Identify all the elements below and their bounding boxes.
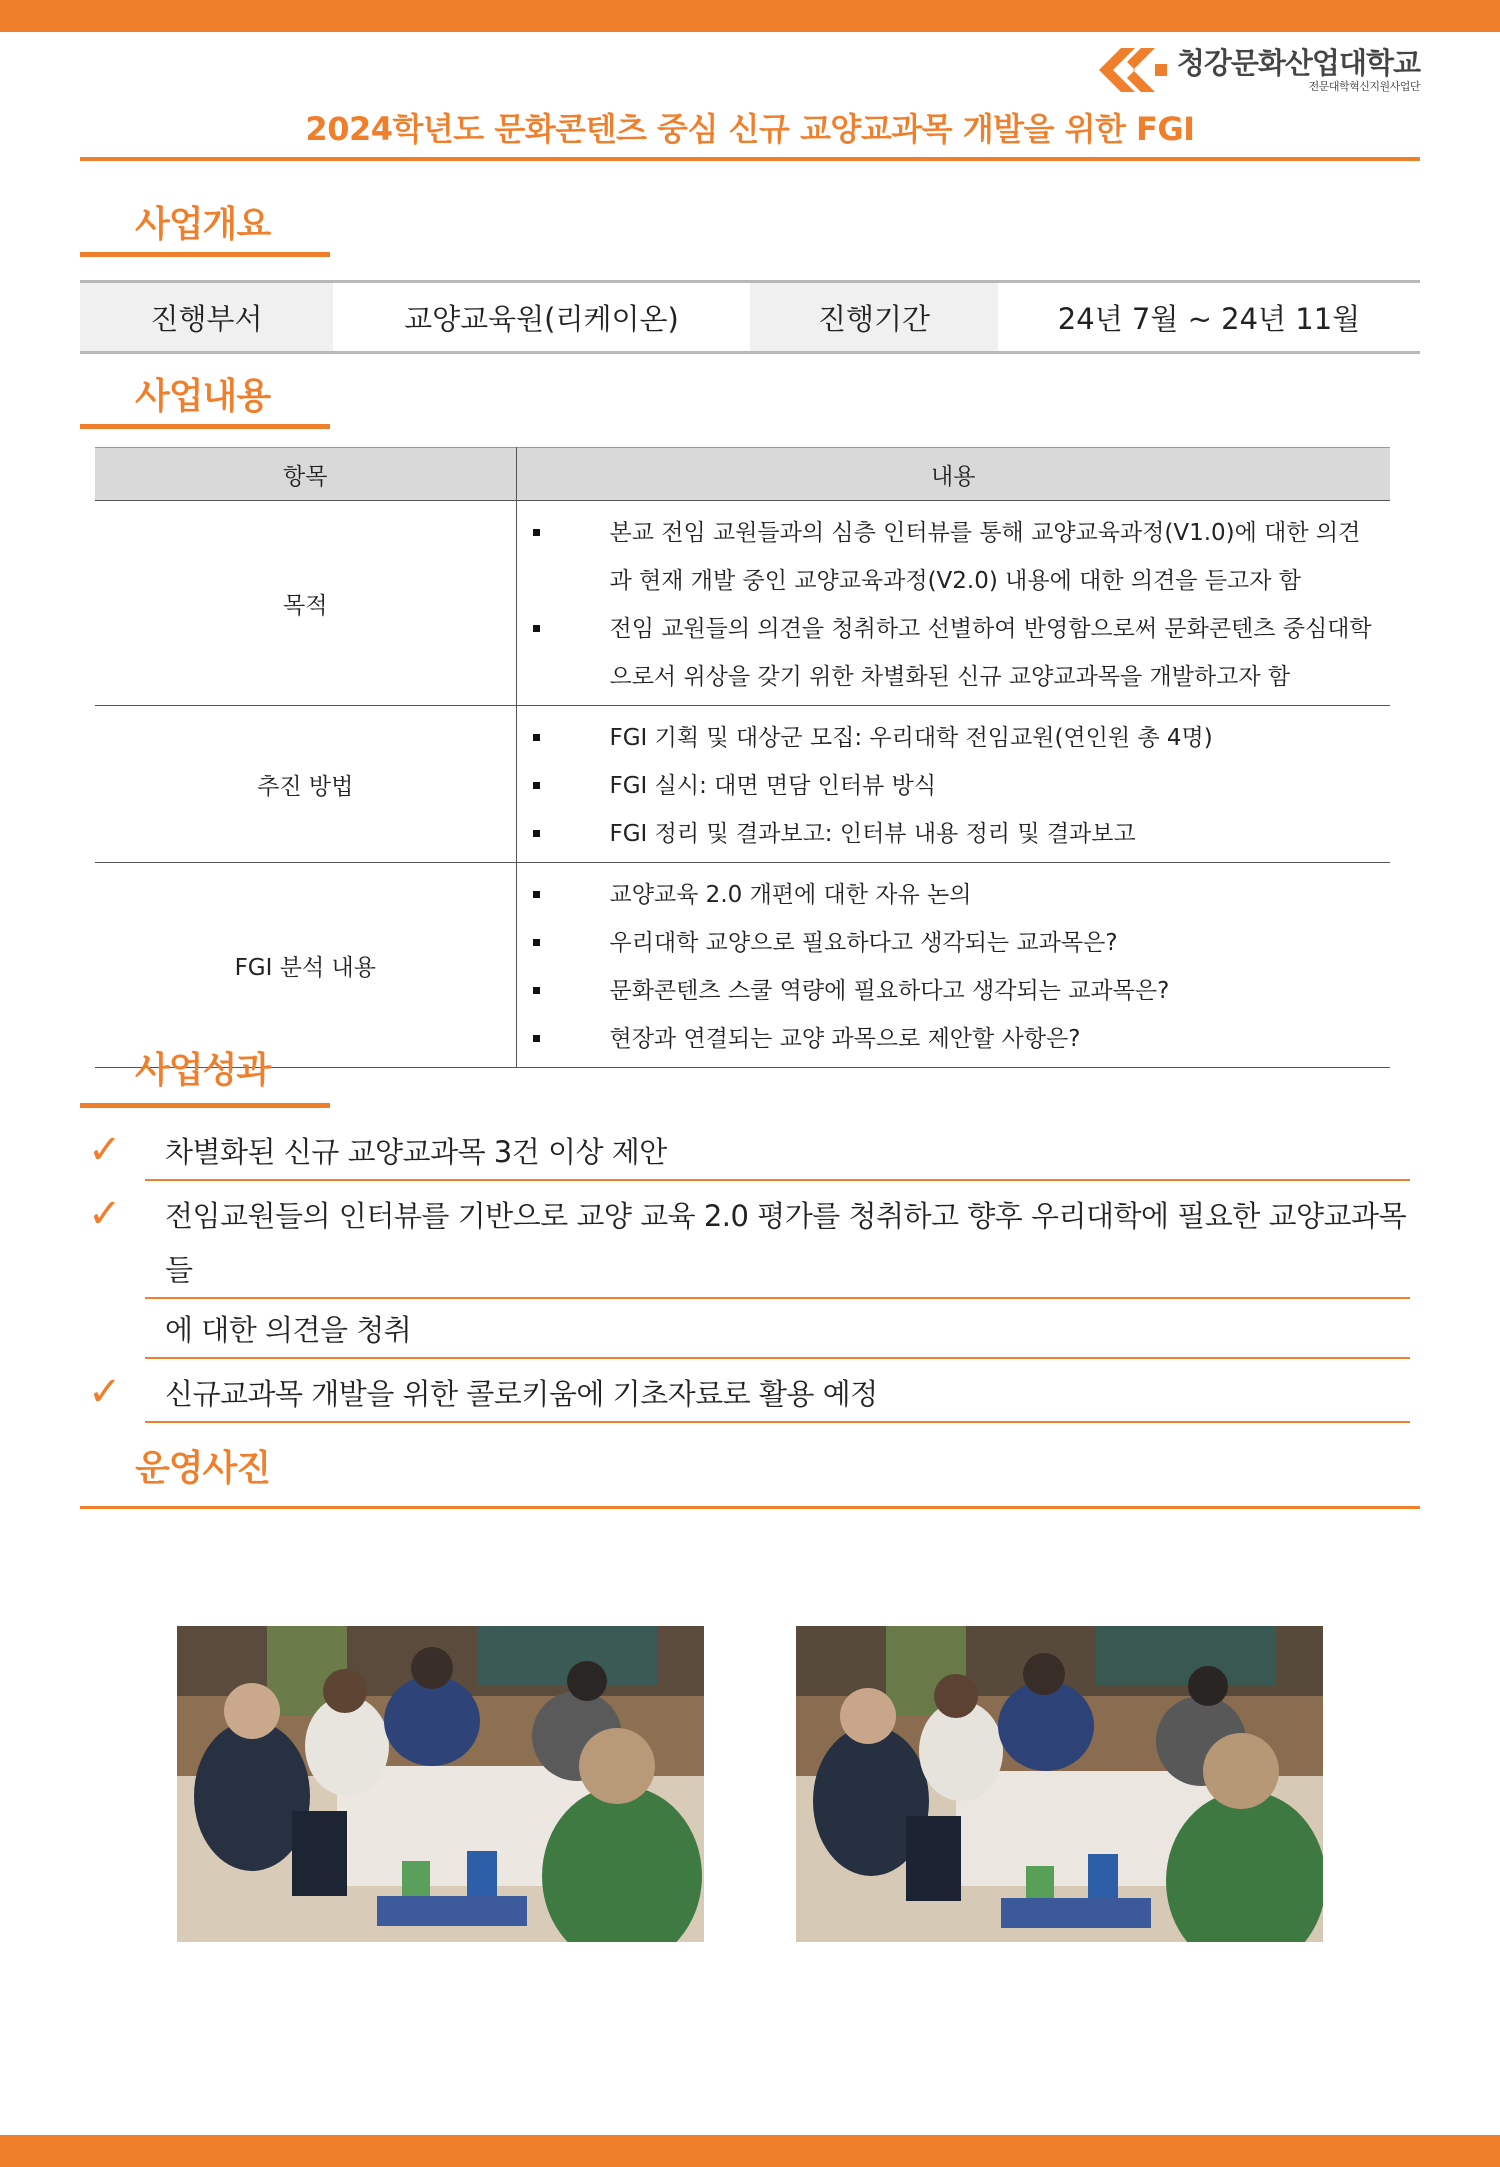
content-table (95, 447, 1390, 1068)
section-photos-divider (80, 1506, 1420, 1509)
section-underline (80, 424, 330, 429)
logo-name: 청강문화산업대학교 (1176, 46, 1420, 80)
section-photos-label: 운영사진 (135, 1448, 271, 1489)
list-item: 교양교육 2.0 개편에 대한 자유 논의 (517, 871, 1391, 919)
result-item (80, 1189, 1420, 1359)
result-line: 차별화된 신규 교양교과목 3건 이상 제안 (145, 1125, 1410, 1181)
header-content: 내용 (516, 448, 1390, 501)
bottom-accent-bar (0, 2135, 1500, 2167)
list-item: 본교 전임 교원들과의 심층 인터뷰를 통해 교양교육과정(V1.0)에 대한 의견과 현재 개발 중인 교양교육과정(V2.0) 내용에 대한 의견을 듣고자 함 (517, 509, 1391, 605)
list-item: FGI 정리 및 결과보고: 인터뷰 내용 정리 및 결과보고 (517, 810, 1391, 858)
meeting-photo-2 (796, 1626, 1323, 1942)
square-bullet-icon (533, 810, 546, 858)
period-value: 24년 7월 ~ 24년 11월 (1057, 301, 1361, 336)
checkmark-icon: ✓ (88, 1369, 122, 1415)
checkmark-icon: ✓ (88, 1127, 122, 1173)
result-item (80, 1125, 1420, 1181)
row-label: 목적 (95, 501, 516, 706)
list-item: 현장과 연결되는 교양 과목으로 제안할 사항은? (517, 1015, 1391, 1063)
section-photos-heading (80, 1440, 330, 1491)
square-bullet-icon (533, 509, 546, 605)
square-bullet-icon (533, 1015, 546, 1063)
top-accent-bar (0, 0, 1500, 32)
list-item: 우리대학 교양으로 필요하다고 생각되는 교과목은? (517, 919, 1391, 967)
checkmark-icon: ✓ (88, 1191, 122, 1237)
row-content (516, 863, 1390, 1068)
dept-value: 교양교육원(리케이온) (404, 301, 679, 336)
section-underline (80, 252, 330, 257)
table-row (95, 863, 1390, 1068)
square-bullet-icon (533, 714, 546, 762)
list-item: FGI 기획 및 대상군 모집: 우리대학 전임교원(연인원 총 4명) (517, 714, 1391, 762)
logo-subtitle: 전문대학혁신지원사업단 (1308, 80, 1420, 93)
result-line: 신규교과목 개발을 위한 콜로키움에 기초자료로 활용 예정 (145, 1367, 1410, 1423)
result-line: 전임교원들의 인터뷰를 기반으로 교양 교육 2.0 평가를 청취하고 향후 우리대학에 필요한 교양교과목들 (145, 1189, 1410, 1299)
section-results-heading (80, 1042, 330, 1093)
square-bullet-icon (533, 871, 546, 919)
row-content (516, 706, 1390, 863)
section-content-heading (80, 368, 330, 419)
title-divider (80, 157, 1420, 161)
square-bullet-icon (533, 967, 546, 1015)
list-item: 문화콘텐츠 스쿨 역량에 필요하다고 생각되는 교과목은? (517, 967, 1391, 1015)
result-item (80, 1367, 1420, 1423)
document-title: 2024학년도 문화콘텐츠 중심 신규 교양교과목 개발을 위한 FGI (305, 110, 1195, 148)
list-item: FGI 실시: 대면 면담 인터뷰 방식 (517, 762, 1391, 810)
list-item: 전임 교원들의 의견을 청취하고 선별하여 반영함으로써 문화콘텐츠 중심대학으로서 위상을 갖기 위한 차별화된 신규 교양교과목을 개발하고자 함 (517, 605, 1391, 701)
period-label: 진행기간 (750, 283, 998, 351)
table-row (95, 706, 1390, 863)
results-list (80, 1125, 1420, 1423)
square-bullet-icon (533, 762, 546, 810)
table-row (95, 501, 1390, 706)
section-underline (80, 1103, 330, 1108)
section-content-label: 사업내용 (135, 376, 271, 417)
row-content (516, 501, 1390, 706)
row-label: 추진 방법 (95, 706, 516, 863)
square-bullet-icon (533, 919, 546, 967)
row-label: FGI 분석 내용 (95, 863, 516, 1068)
section-overview-heading (80, 196, 330, 247)
overview-table (80, 280, 1420, 354)
header-item: 항목 (95, 448, 516, 501)
university-logo (1091, 42, 1420, 98)
section-results-label: 사업성과 (135, 1050, 271, 1091)
meeting-photo-1 (177, 1626, 704, 1942)
square-bullet-icon (533, 605, 546, 701)
ck-logo-icon (1091, 44, 1169, 96)
dept-label: 진행부서 (80, 283, 333, 351)
section-overview-label: 사업개요 (135, 204, 271, 245)
result-line: 에 대한 의견을 청취 (145, 1303, 1410, 1359)
table-header-row (95, 448, 1390, 501)
